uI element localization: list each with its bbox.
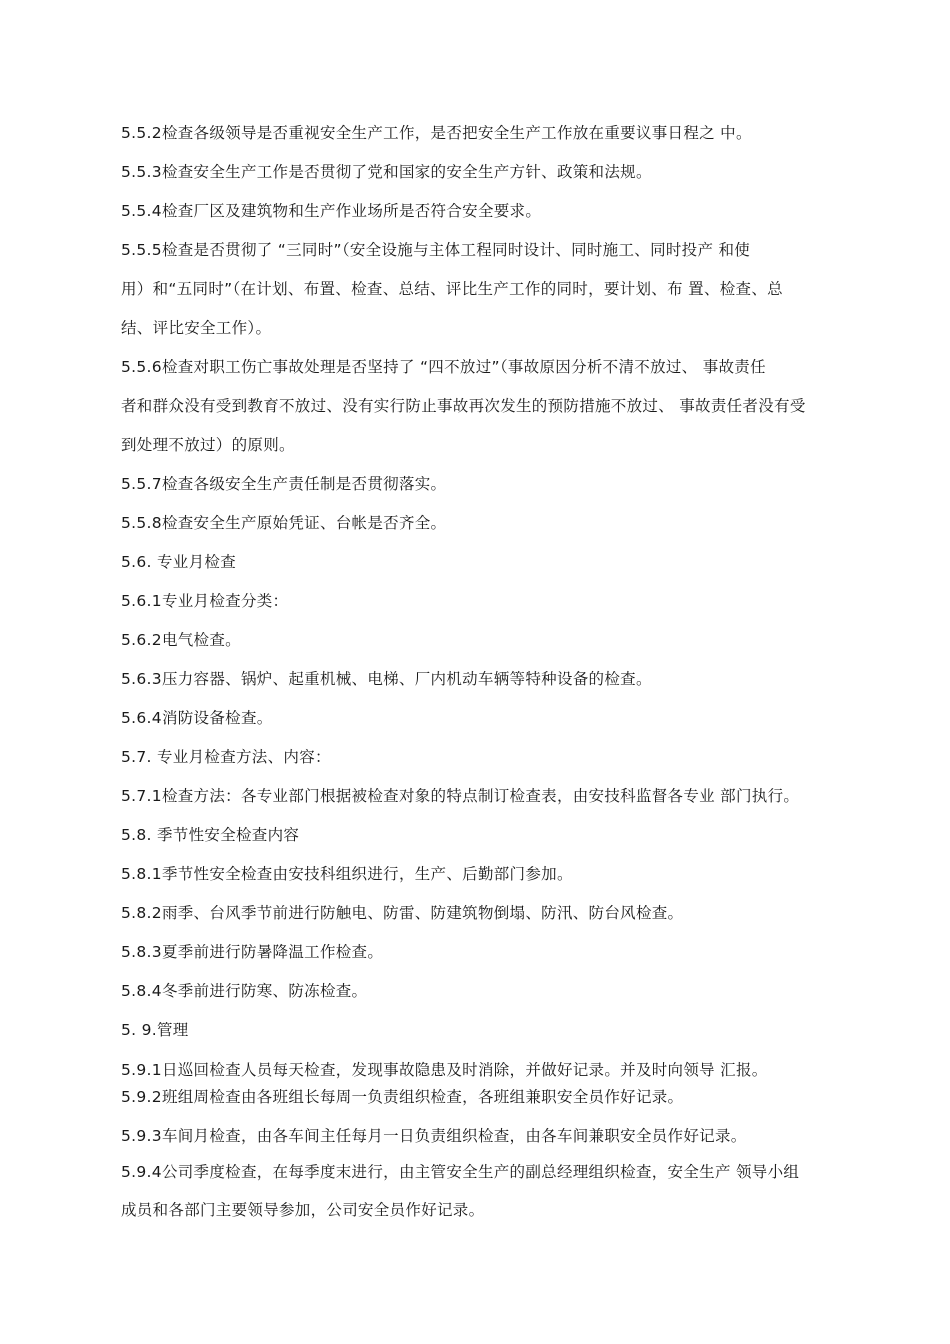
text-line: 5.7.1检查方法：各专业部门根据被检查对象的特点制订检查表，由安技科监督各专业 部门执行。	[121, 787, 800, 805]
text-line: 5.5.5检查是否贯彻了 “三同时”（安全设施与主体工程同时设计、同时施工、同时投产 和使	[121, 241, 751, 259]
text-line: 5.9.4公司季度检查，在每季度末进行，由主管安全生产的副总经理组织检查，安全生产 领导小组	[121, 1163, 800, 1181]
text-line: 5.8.2雨季、台风季节前进行防触电、防雷、防建筑物倒塌、防汛、防台风检查。	[121, 904, 684, 922]
text-line: 5.5.8检查安全生产原始凭证、台帐是否齐全。	[121, 514, 447, 532]
text-line: 5.5.3检查安全生产工作是否贯彻了党和国家的安全生产方针、政策和法规。	[121, 163, 652, 181]
text-line: 5.5.2检查各级领导是否重视安全生产工作，是否把安全生产工作放在重要议事日程之 中。	[121, 124, 752, 142]
text-line: 5.9.1日巡回检查人员每天检查，发现事故隐患及时消除，并做好记录。并及时向领导 汇报。	[121, 1061, 768, 1079]
text-line: 5.8.1季节性安全检查由安技科组织进行，生产、后勤部门参加。	[121, 865, 573, 883]
text-line: 5.5.4检查厂区及建筑物和生产作业场所是否符合安全要求。	[121, 202, 542, 220]
section-heading: 5.8. 季节性安全检查内容	[121, 826, 300, 844]
text-line: 成员和各部门主要领导参加，公司安全员作好记录。	[121, 1201, 485, 1219]
text-line: 5.9.3车间月检查，由各车间主任每月一日负责组织检查，由各车间兼职安全员作好记录。	[121, 1127, 747, 1145]
text-line: 5.6.1专业月检查分类：	[121, 592, 289, 610]
text-line: 5.8.3夏季前进行防暑降温工作检查。	[121, 943, 384, 961]
text-line: 5.5.6检查对职工伤亡事故处理是否坚持了 “四不放过”（事故原因分析不清不放过、 事故责任	[121, 358, 766, 376]
text-line: 5.8.4冬季前进行防寒、防冻检查。	[121, 982, 368, 1000]
section-heading: 5.7. 专业月检查方法、内容：	[121, 748, 331, 766]
text-line: 5.9.2班组周检查由各班组长每周一负责组织检查，各班组兼职安全员作好记录。	[121, 1088, 684, 1106]
text-line: 用）和“五同时”（在计划、布置、检查、总结、评比生产工作的同时，要计划、布 置、检查、总	[121, 280, 783, 298]
text-line: 5.6.2电气检查。	[121, 631, 241, 649]
text-line: 到处理不放过）的原则。	[121, 436, 295, 454]
text-line: 5.6.3压力容器、锅炉、起重机械、电梯、厂内机动车辆等特种设备的检查。	[121, 670, 652, 688]
text-line: 5.6.4消防设备检查。	[121, 709, 273, 727]
text-line: 结、评比安全工作）。	[121, 319, 272, 337]
section-heading: 5.6. 专业月检查	[121, 553, 237, 571]
text-line: 5.5.7检查各级安全生产责任制是否贯彻落实。	[121, 475, 447, 493]
text-line: 者和群众没有受到教育不放过、没有实行防止事故再次发生的预防措施不放过、 事故责任者没有受	[121, 397, 806, 415]
section-heading: 5. 9.管理	[121, 1021, 189, 1039]
